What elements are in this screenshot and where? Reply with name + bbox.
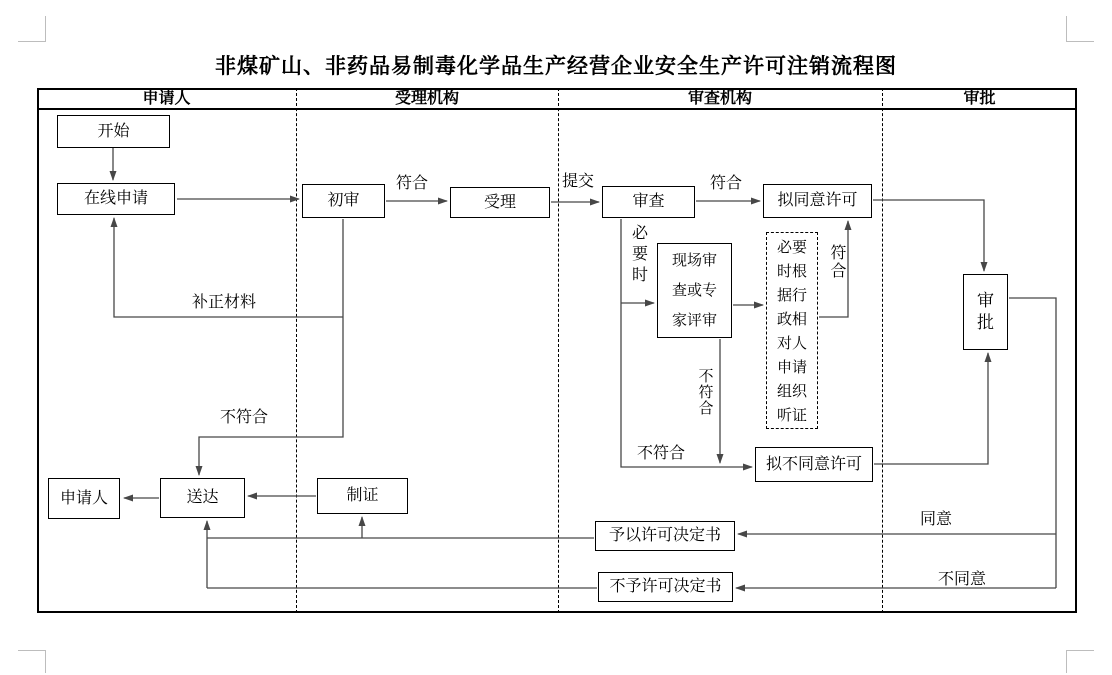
label-not-conform-3: 不符合 — [637, 445, 686, 462]
crop-mark-bottom-right — [1066, 650, 1094, 673]
node-approve: 审批 — [963, 274, 1008, 350]
node-make-certificate: 制证 — [317, 478, 408, 514]
node-deliver: 送达 — [160, 478, 245, 518]
node-start: 开始 — [57, 115, 170, 148]
node-deny-decision: 不予许可决定书 — [598, 572, 733, 602]
page-title: 非煤矿山、非药品易制毒化学品生产经营企业安全生产许可注销流程图 — [215, 54, 897, 78]
label-not-conform-2: 不符合 — [698, 369, 714, 417]
node-review: 审查 — [602, 186, 695, 218]
label-not-conform-1: 不符合 — [220, 409, 269, 426]
label-conform-1: 符合 — [396, 175, 429, 192]
label-conform-3: 符合 — [830, 245, 847, 280]
node-accept: 受理 — [450, 187, 550, 218]
node-applicant: 申请人 — [48, 478, 120, 519]
swimlane-table-border — [37, 88, 1077, 613]
label-conform-2: 符合 — [710, 175, 743, 192]
crop-mark-top-right — [1066, 16, 1094, 42]
lane-divider-1 — [296, 88, 297, 613]
crop-mark-top-left — [18, 16, 46, 42]
label-agree: 同意 — [920, 511, 953, 528]
node-propose-approve: 拟同意许可 — [763, 184, 872, 218]
lane-divider-3 — [882, 88, 883, 613]
label-supplement-materials: 补正材料 — [192, 294, 257, 311]
crop-mark-bottom-left — [18, 650, 46, 673]
node-preliminary-review: 初审 — [302, 184, 385, 218]
lane-divider-2 — [558, 88, 559, 613]
node-online-apply: 在线申请 — [57, 183, 175, 215]
lane-header-accepting-agency: 受理机构 — [394, 90, 459, 107]
label-when-necessary: 必要时 — [631, 225, 648, 284]
node-propose-deny: 拟不同意许可 — [755, 447, 873, 482]
label-disagree: 不同意 — [938, 571, 987, 588]
node-onsite-review: 现场审查或专家评审 — [657, 243, 732, 338]
node-grant-decision: 予以许可决定书 — [595, 521, 735, 551]
lane-header-review-agency: 审查机构 — [687, 90, 752, 107]
lane-header-approval: 审批 — [963, 90, 996, 107]
node-hearing: 必要时根据行政相对人申请组织听证 — [766, 232, 818, 429]
label-submit: 提交 — [562, 173, 595, 190]
lane-header-applicant: 申请人 — [142, 90, 191, 107]
